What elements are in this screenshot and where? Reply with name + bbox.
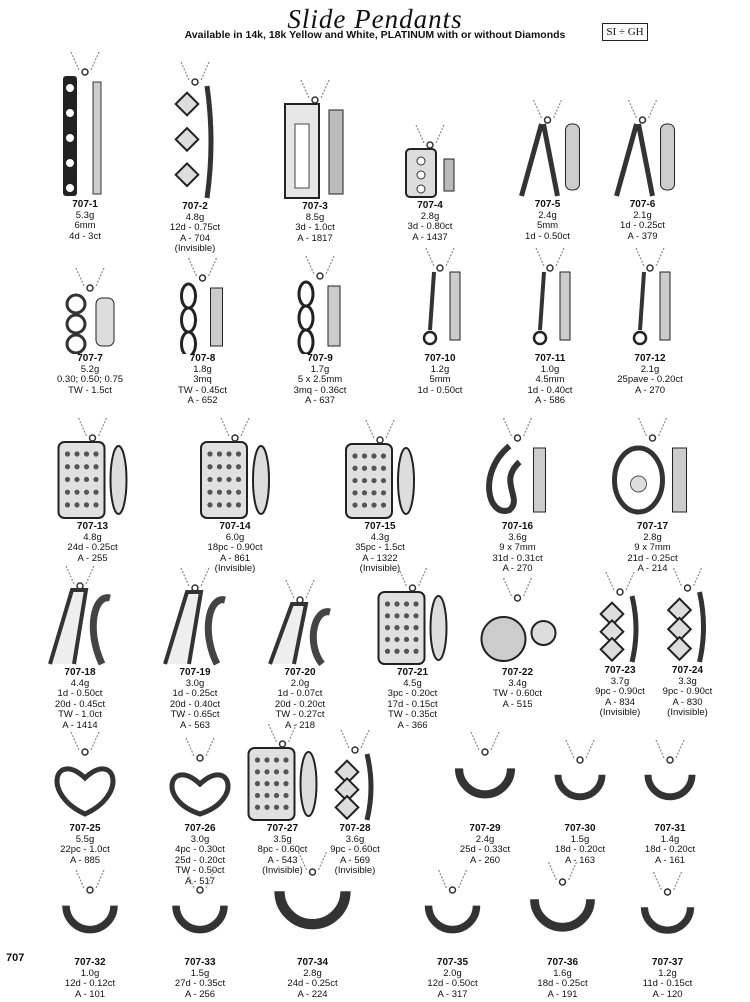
pendant-707-8 <box>160 258 245 408</box>
pendant-image <box>30 732 140 829</box>
item-spec-line: A - 256 <box>184 988 216 1000</box>
pendant-caption <box>30 668 130 731</box>
item-spec-line: A - 1414 <box>62 719 98 731</box>
item-spec-line: 24d - 0.25ct <box>67 542 118 553</box>
item-spec-line: 4.5mm <box>535 374 565 385</box>
pendant-image <box>430 732 540 829</box>
pendant-image <box>155 738 245 829</box>
pendant-image <box>45 268 135 359</box>
item-spec-line: 1.6g <box>553 967 572 979</box>
pendant-caption <box>470 668 565 710</box>
item-spec-line: 3.6g <box>508 531 527 543</box>
pendant-707-33 <box>150 870 250 1002</box>
item-spec-line: A - 270 <box>634 384 666 396</box>
item-spec-line: 18d - 0.25ct <box>537 978 588 989</box>
item-code: 707-16 <box>501 521 534 532</box>
item-code: 707-14 <box>219 521 251 532</box>
item-spec-line: 12d - 0.12ct <box>64 978 116 989</box>
item-code: 707-26 <box>184 823 216 834</box>
item-spec-line: 2.1g <box>633 209 652 221</box>
item-code: 707-7 <box>77 353 103 364</box>
page-subtitle: Available in 14k, 18k Yellow and White, PLATINUM with or without Diamonds <box>184 29 566 41</box>
item-spec-line: 3d - 1.0ct <box>295 222 335 233</box>
pendant-image <box>275 256 365 359</box>
item-spec-line: 9pc - 0.90ct <box>662 686 713 697</box>
item-code: 707-12 <box>634 353 666 364</box>
pendant-image <box>40 52 130 205</box>
pendant-707-15 <box>320 420 440 576</box>
item-spec-line: 1.5g <box>570 833 590 845</box>
pendant-707-9 <box>275 256 365 408</box>
pendant-image <box>30 566 130 673</box>
item-spec-line: A - 704 <box>179 232 211 244</box>
item-spec-line: 4.8g <box>185 211 205 223</box>
item-spec-line: A - 569 <box>339 854 371 866</box>
pendant-707-25 <box>30 732 140 868</box>
item-spec-line: A - 101 <box>74 988 106 1000</box>
pendant-707-1 <box>40 52 130 244</box>
pendant-707-14 <box>185 418 285 576</box>
item-spec-line: 1d - 0.25ct <box>620 220 665 231</box>
pendant-707-17 <box>600 418 705 576</box>
pendant-image <box>540 740 620 829</box>
item-spec-line: A - 163 <box>564 854 596 866</box>
item-spec-line: 4.8g <box>83 531 102 543</box>
pendant-707-22 <box>470 578 565 712</box>
item-spec-line: 1.0g <box>540 363 560 375</box>
item-spec-line: 25d - 0.33ct <box>459 844 511 855</box>
page-title: Slide Pendants <box>287 4 463 34</box>
item-spec-line: 5.3g <box>75 209 95 221</box>
pendant-707-36 <box>520 862 605 1002</box>
item-code: 707-29 <box>469 823 501 834</box>
item-spec-line: A - 270 <box>502 563 533 574</box>
item-code: 707-23 <box>604 665 636 676</box>
item-spec-line: 1d - 0.50ct <box>57 688 103 699</box>
item-code: 707-1 <box>72 199 98 210</box>
item-spec-line: 24d - 0.25ct <box>287 978 338 989</box>
item-spec-line: 3.0g <box>190 833 210 845</box>
pendant-image <box>650 568 725 671</box>
item-spec-line: 3d - 0.80ct <box>407 221 453 232</box>
pendant-image <box>265 80 365 207</box>
item-spec-line: 9 x 7mm <box>499 542 536 553</box>
item-spec-line: 17d - 0.15ct <box>387 698 438 710</box>
item-spec-line: 3pc - 0.20ct <box>387 688 438 699</box>
brand-logo: SI ÷ GH <box>602 23 648 41</box>
item-spec-line: 18d - 0.20ct <box>554 844 606 855</box>
item-spec-line: 27d - 0.35ct <box>174 978 226 989</box>
pendant-image <box>610 248 690 359</box>
item-code: 707-9 <box>307 353 333 364</box>
pendant-caption <box>410 958 495 1000</box>
pendant-caption <box>185 522 285 575</box>
item-spec-line: 31d - 0.31ct <box>492 552 543 564</box>
item-spec-line: 12d - 0.75ct <box>169 222 221 233</box>
item-spec-line: 2.0g <box>290 677 310 689</box>
item-spec-line: 35pc - 1.5ct <box>355 542 405 553</box>
pendant-image <box>265 852 360 963</box>
item-spec-line: 1.5g <box>190 967 210 979</box>
item-spec-line: 11d - 0.15ct <box>642 978 693 989</box>
pendant-707-7 <box>45 268 135 398</box>
pendant-caption <box>500 200 595 242</box>
pendant-caption <box>385 201 475 243</box>
item-spec-line: 2.0g <box>443 967 462 979</box>
pendant-707-3 <box>265 80 365 246</box>
item-spec-line: A - 830 <box>672 696 703 708</box>
item-code: 707-4 <box>417 200 443 211</box>
pendant-caption <box>150 202 240 255</box>
pendant-707-24 <box>650 568 725 720</box>
item-spec-line: A - 515 <box>502 698 533 710</box>
pendant-caption <box>30 824 140 866</box>
item-spec-line: 4.3g <box>370 531 390 543</box>
pendant-caption <box>600 522 705 575</box>
item-code: 707-25 <box>69 823 101 834</box>
pendant-image <box>320 420 440 527</box>
item-spec-line: A - 517 <box>184 875 216 887</box>
pendant-image <box>465 418 570 527</box>
item-spec-line: A - 861 <box>219 552 251 564</box>
pendant-caption <box>145 668 245 731</box>
item-spec-line: 1.0g <box>80 967 100 979</box>
item-code: 707-17 <box>636 521 669 532</box>
pendant-caption <box>465 522 570 575</box>
item-spec-line: A - 120 <box>652 988 683 1000</box>
item-code: 707-11 <box>534 353 566 364</box>
item-spec-line: A - 563 <box>179 719 211 731</box>
item-code: 707-6 <box>629 199 656 210</box>
item-spec-line: TW - 0.35ct <box>387 709 438 720</box>
pendant-707-13 <box>40 418 145 566</box>
item-spec-line: 5 x 2.5mm <box>297 374 343 385</box>
item-spec-line: 1.2g <box>430 363 450 375</box>
pendant-image <box>150 62 240 207</box>
pendant-caption <box>40 522 145 564</box>
item-code: 707-15 <box>364 521 396 532</box>
pendant-707-37 <box>630 872 705 1002</box>
pendant-707-5 <box>500 100 595 244</box>
pendant-image <box>160 258 245 359</box>
item-spec-line: 1d - 0.25ct <box>172 688 218 699</box>
pendant-707-21 <box>365 568 460 733</box>
item-spec-line: TW - 0.50ct <box>175 865 225 876</box>
item-code: 707-3 <box>302 201 328 212</box>
item-spec-line: 9pc - 0.90ct <box>595 686 645 697</box>
item-spec-line: A - 1437 <box>412 231 448 243</box>
item-spec-line: (Invisible) <box>334 865 376 876</box>
pendant-image <box>255 580 345 673</box>
item-code: 707-22 <box>501 667 534 678</box>
item-spec-line: 3.0g <box>185 677 205 689</box>
item-spec-line: 6.0g <box>225 531 245 543</box>
item-spec-line: 4d - 3ct <box>69 230 101 242</box>
item-spec-line: 18pc - 0.90ct <box>207 542 263 553</box>
item-spec-line: 3mq - 0.36ct <box>293 384 347 396</box>
item-code: 707-19 <box>179 667 211 678</box>
pendant-caption <box>650 666 725 719</box>
pendant-707-16 <box>465 418 570 576</box>
item-code: 707-33 <box>184 957 216 968</box>
item-spec-line: 1d - 0.50ct <box>525 230 570 242</box>
item-code: 707-18 <box>64 667 96 678</box>
item-spec-line: 9pc - 0.60ct <box>330 844 380 855</box>
item-spec-line: 21d - 0.25ct <box>627 552 678 564</box>
pendant-image <box>520 862 605 963</box>
item-spec-line: A - 224 <box>297 988 328 1000</box>
item-code: 707-30 <box>564 823 596 834</box>
item-spec-line: TW - 0.65ct <box>170 709 220 720</box>
pendant-707-32 <box>55 870 125 1002</box>
pendant-caption <box>275 354 365 407</box>
pendant-image <box>185 418 285 527</box>
item-spec-line: (Invisible) <box>599 707 641 718</box>
item-spec-line: 2.8g <box>303 967 322 979</box>
item-spec-line: A - 366 <box>397 719 428 731</box>
item-code: 707-35 <box>436 957 469 968</box>
item-spec-line: 1d - 0.40ct <box>527 384 573 396</box>
item-spec-line: (Invisible) <box>262 865 303 876</box>
item-spec-line: TW - 0.60ct <box>492 688 543 699</box>
pendant-707-6 <box>600 100 685 244</box>
item-spec-line: 6mm <box>74 220 96 231</box>
pendant-707-2 <box>150 62 240 256</box>
item-spec-line: 20d - 0.45ct <box>54 698 106 710</box>
pendant-caption <box>520 958 605 1000</box>
pendant-707-18 <box>30 566 130 733</box>
item-spec-line: A - 1817 <box>297 232 333 244</box>
item-spec-line: 1.2g <box>658 967 677 979</box>
item-spec-line: 3.7g <box>610 675 630 687</box>
item-spec-line: 20d - 0.20ct <box>274 698 326 710</box>
item-spec-line: 3.6g <box>345 833 365 845</box>
item-spec-line: 22pc - 1.0ct <box>60 844 110 855</box>
item-spec-line: (Invisible) <box>359 563 401 574</box>
item-spec-line: 20d - 0.40ct <box>169 698 221 710</box>
item-code: 707-27 <box>266 823 299 834</box>
item-spec-line: A - 379 <box>627 230 658 242</box>
pendant-707-34 <box>265 852 360 1002</box>
pendant-image <box>600 418 705 527</box>
pendant-caption <box>610 354 690 396</box>
pendant-image <box>395 248 485 359</box>
item-spec-line: A - 317 <box>437 988 468 1000</box>
item-spec-line: 2.8g <box>420 210 440 222</box>
item-code: 707-5 <box>534 199 561 210</box>
item-spec-line: A - 161 <box>654 854 686 866</box>
item-spec-line: 3.5g <box>273 833 292 845</box>
item-spec-line: A - 586 <box>534 395 566 406</box>
pendant-image <box>40 418 145 527</box>
item-spec-line: 3mq <box>193 374 212 385</box>
item-spec-line: 9 x 7mm <box>634 542 671 553</box>
item-spec-line: A - 652 <box>187 395 218 406</box>
item-spec-line: 0.30; 0.50; 0.75 <box>56 374 124 385</box>
item-code: 707-36 <box>546 957 579 968</box>
pendant-caption <box>540 824 620 866</box>
pendant-image <box>635 740 705 829</box>
item-spec-line: 1d - 0.07ct <box>277 688 323 699</box>
pendant-caption <box>395 354 485 396</box>
item-code: 707-24 <box>671 665 704 676</box>
item-spec-line: A - 637 <box>304 395 336 406</box>
pendant-image <box>470 578 565 673</box>
pendant-caption <box>255 668 345 731</box>
pendant-caption <box>320 522 440 575</box>
item-spec-line: A - 834 <box>604 696 636 708</box>
pendant-707-11 <box>505 248 595 408</box>
item-spec-line: 18d - 0.20ct <box>644 844 696 855</box>
item-spec-line: 2.4g <box>538 209 557 221</box>
item-spec-line: TW - 1.5ct <box>68 384 112 396</box>
pendant-caption <box>40 200 130 242</box>
pendant-image <box>410 870 495 963</box>
item-spec-line: 4.5g <box>403 677 422 689</box>
pendant-caption <box>365 668 460 731</box>
pendant-707-26 <box>155 738 245 889</box>
item-code: 707-34 <box>296 957 329 968</box>
item-spec-line: (Invisible) <box>174 243 216 254</box>
item-spec-line: 8.5g <box>305 211 325 223</box>
item-spec-line: 3.4g <box>508 677 527 689</box>
item-code: 707-10 <box>424 353 456 364</box>
item-spec-line: 8pc - 0.60ct <box>257 844 308 855</box>
item-spec-line: 1.8g <box>193 363 212 375</box>
pendant-image <box>320 730 390 829</box>
pendant-image <box>150 870 250 963</box>
pendant-image <box>365 568 460 673</box>
pendant-image <box>600 100 685 205</box>
item-spec-line: 12d - 0.50ct <box>427 978 478 989</box>
item-spec-line: 5.5g <box>75 833 95 845</box>
pendant-707-10 <box>395 248 485 398</box>
item-code: 707-8 <box>189 353 216 364</box>
pendant-image <box>145 568 245 673</box>
item-spec-line: 25d - 0.20ct <box>174 854 226 866</box>
pendant-caption <box>45 354 135 396</box>
pendant-image <box>55 870 125 963</box>
item-code: 707-31 <box>654 823 686 834</box>
pendant-caption <box>55 958 125 1000</box>
pendant-image <box>585 572 655 671</box>
pendant-caption <box>150 958 250 1000</box>
item-spec-line: TW - 1.0ct <box>58 709 102 720</box>
item-code: 707-21 <box>396 667 429 678</box>
pendant-caption <box>265 958 360 1000</box>
item-spec-line: A - 885 <box>69 854 101 866</box>
item-spec-line: 2.4g <box>475 833 495 845</box>
pendant-caption <box>265 202 365 244</box>
item-spec-line: A - 218 <box>284 719 316 731</box>
item-spec-line: 1d - 0.50ct <box>417 384 463 396</box>
item-spec-line: 4pc - 0.30ct <box>175 844 225 855</box>
item-spec-line: 5.2g <box>80 363 100 375</box>
page-number: 707 <box>6 952 25 964</box>
pendant-caption <box>430 824 540 866</box>
pendant-image <box>505 248 595 359</box>
item-code: 707-20 <box>284 667 316 678</box>
pendant-707-30 <box>540 740 620 868</box>
pendant-707-23 <box>585 572 655 720</box>
item-code: 707-13 <box>76 521 109 532</box>
pendant-707-29 <box>430 732 540 868</box>
item-spec-line: TW - 0.45ct <box>177 384 228 396</box>
item-code: 707-28 <box>339 823 371 834</box>
pendant-707-12 <box>610 248 690 398</box>
item-spec-line: A - 214 <box>637 563 668 574</box>
item-code: 707-32 <box>74 957 106 968</box>
item-spec-line: 1.4g <box>660 833 680 845</box>
pendant-707-31 <box>635 740 705 868</box>
pendant-image <box>500 100 595 205</box>
item-spec-line: A - 1322 <box>362 552 398 564</box>
pendant-image <box>240 724 325 829</box>
item-spec-line: 5mm <box>536 220 559 231</box>
pendant-707-19 <box>145 568 245 733</box>
pendant-707-4 <box>385 125 475 245</box>
pendant-caption <box>630 958 705 1000</box>
item-spec-line: 1.7g <box>310 363 330 375</box>
item-spec-line: A - 260 <box>469 854 501 866</box>
item-code: 707-37 <box>651 957 684 968</box>
item-spec-line: A - 543 <box>267 854 298 866</box>
item-spec-line: A - 191 <box>547 988 578 1000</box>
pendant-image <box>385 125 475 206</box>
item-spec-line: TW - 0.27ct <box>275 709 325 720</box>
item-spec-line: 2.8g <box>643 531 662 543</box>
pendant-caption <box>505 354 595 407</box>
item-spec-line: (Invisible) <box>214 563 256 574</box>
pendant-image <box>630 872 705 963</box>
item-spec-line: 4.4g <box>70 677 90 689</box>
item-spec-line: 2.1g <box>640 363 660 375</box>
pendant-707-35 <box>410 870 495 1002</box>
pendant-caption <box>635 824 705 866</box>
item-spec-line: A - 255 <box>77 552 108 564</box>
item-spec-line: (Invisible) <box>667 707 708 718</box>
pendant-caption <box>585 666 655 719</box>
item-code: 707-2 <box>182 201 208 212</box>
item-spec-line: 3.3g <box>678 675 697 687</box>
pendant-caption <box>160 354 245 407</box>
pendant-707-20 <box>255 580 345 733</box>
item-spec-line: 5mm <box>429 374 451 385</box>
pendant-caption <box>600 200 685 242</box>
item-spec-line: 25pave - 0.20ct <box>617 374 683 385</box>
